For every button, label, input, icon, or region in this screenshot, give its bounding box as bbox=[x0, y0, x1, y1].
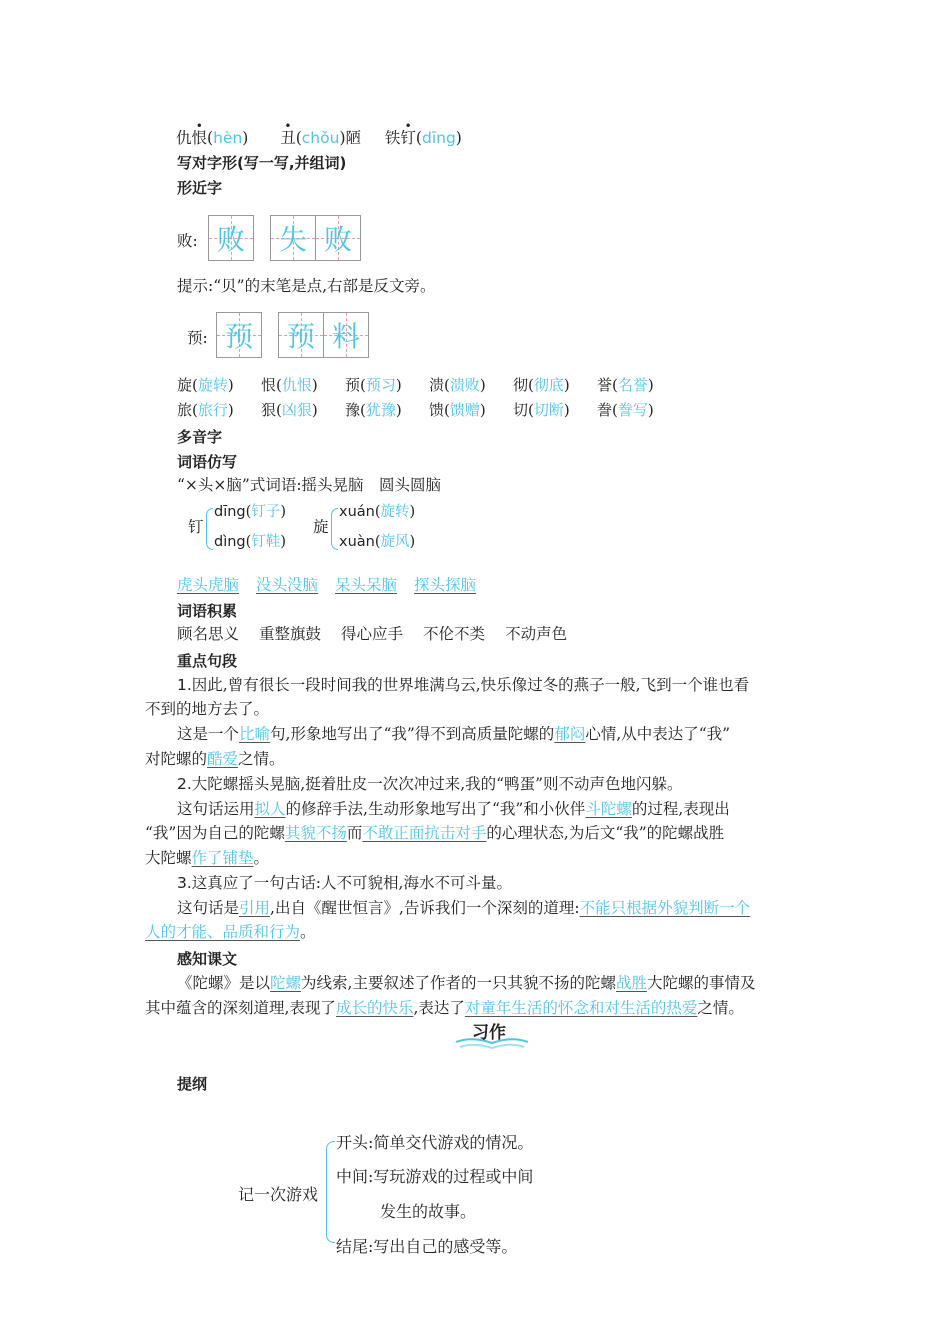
imitate-answers bbox=[177, 575, 476, 595]
heading-polyphone: 多音字 bbox=[177, 428, 223, 446]
sentence-3-analysis-cont: 人的才能、品质和行为。 bbox=[145, 923, 316, 941]
pinyin-answer: hèn bbox=[213, 129, 243, 147]
sentence-1: 1.因此,曾有很长一段时间我的世界堆满乌云,快乐像过冬的燕子一般,飞到一个谁也看 bbox=[177, 676, 750, 694]
pair-item: 旋(旋转) bbox=[177, 376, 234, 394]
pair-item: 馈(馈赠) bbox=[429, 401, 486, 419]
section-title: 习作 bbox=[472, 1023, 506, 1043]
sentence-1-cont: 不到的地方去了。 bbox=[145, 700, 270, 718]
dotted-char: • 钉 bbox=[400, 119, 416, 147]
poly2-item-1: xuán(旋转) bbox=[339, 504, 416, 520]
brace bbox=[331, 508, 338, 550]
imitate-line: “×头×脑”式词语:摇头晃脑 圆头圆脑 bbox=[177, 476, 442, 494]
grid1-label: 败: bbox=[177, 232, 198, 250]
pairs-row-1 bbox=[177, 375, 681, 395]
idioms-line: 顾名思义 重整旗鼓 得心应手 不伦不类 不动声色 bbox=[177, 625, 568, 643]
sentence-2: 2.大陀螺摇头晃脑,挺着肚皮一次次冲过来,我的“鸭蛋”则不动声色地闪躲。 bbox=[177, 775, 683, 793]
pairs-row-2 bbox=[177, 400, 681, 420]
sentence-2-analysis: 这句话运用拟人的修辞手法,生动形象地写出了“我”和小伙伴斗陀螺的过程,表现出 bbox=[177, 800, 730, 818]
imitate-answer: 没头没脑 bbox=[256, 576, 319, 594]
sentence-3-analysis: 这句话是引用,出自《醒世恒言》,告诉我们一个深刻的道理:不能只根据外貌判断一个 bbox=[177, 899, 751, 917]
grid-cell: 败 bbox=[315, 216, 360, 260]
pinyin-row: 仇 • 恨(hèn) • 丑(chǒu)陋 铁 • 钉(dīng) bbox=[176, 119, 462, 147]
grid-cell: 料 bbox=[323, 313, 368, 357]
pair-item: 彻(彻底) bbox=[513, 376, 570, 394]
sentence-1-analysis: 这是一个比喻句,形象地写出了“我”得不到高质量陀螺的郁闷心情,从中表达了“我” bbox=[177, 725, 731, 743]
pair-item: 豫(犹豫) bbox=[345, 401, 402, 419]
outline-middle-cont: 发生的故事。 bbox=[380, 1202, 477, 1221]
heading-perceive: 感知课文 bbox=[177, 950, 238, 968]
writing-grid bbox=[270, 215, 361, 261]
pair-item: 切(切断) bbox=[513, 401, 570, 419]
perceive-line-1: 《陀螺》是以陀螺为线索,主要叙述了作者的一只其貌不扬的陀螺战胜大陀螺的事情及 bbox=[177, 974, 756, 992]
imitate-answer: 探头探脑 bbox=[414, 576, 477, 594]
poly1-item-2: dìng(钉鞋) bbox=[214, 534, 286, 550]
pair-item: 狠(凶狠) bbox=[261, 401, 318, 419]
hint: 提示:“贝”的末笔是点,右部是反文旁。 bbox=[177, 277, 436, 295]
outline-root: 记一次游戏 bbox=[238, 1185, 319, 1204]
dotted-char: • 丑 bbox=[280, 119, 296, 147]
sentence-2-analysis-end: 大陀螺作了铺垫。 bbox=[145, 849, 270, 867]
writing-grid bbox=[278, 312, 369, 358]
heading-key: 重点句段 bbox=[177, 652, 238, 670]
pinyin-a-char: 仇 bbox=[176, 129, 192, 147]
grid-cell: 失 bbox=[271, 216, 315, 260]
imitate-answer: 虎头虎脑 bbox=[177, 576, 240, 594]
pair-item: 誉(名誉) bbox=[597, 376, 654, 394]
outline-end: 结尾:写出自己的感受等。 bbox=[336, 1237, 518, 1256]
imitate-answer: 呆头呆脑 bbox=[335, 576, 398, 594]
section-title-banner bbox=[452, 1018, 532, 1052]
grid-cell: 预 bbox=[279, 313, 323, 357]
dotted-char: • 恨 bbox=[191, 119, 208, 147]
pair-item: 恨(仇恨) bbox=[261, 376, 318, 394]
poly1-item-1: dīng(钉子) bbox=[214, 504, 286, 520]
pair-item: 旅(旅行) bbox=[177, 401, 234, 419]
brace bbox=[206, 508, 213, 550]
grid2-label: 预: bbox=[187, 329, 208, 347]
pinyin-answer: dīng bbox=[421, 129, 456, 147]
perceive-line-2: 其中蕴含的深刻道理,表现了成长的快乐,表达了对童年生活的怀念和对生活的热爱之情。 bbox=[145, 999, 744, 1017]
heading-imitate: 词语仿写 bbox=[177, 453, 238, 471]
heading-similar: 形近字 bbox=[177, 179, 223, 197]
sentence-1-analysis-cont: 对陀螺的酷爱之情。 bbox=[145, 750, 285, 768]
poly2-char: 旋 bbox=[313, 518, 329, 536]
writing-grid bbox=[208, 215, 254, 261]
pair-item: 誊(誊写) bbox=[597, 401, 654, 419]
sentence-2-analysis-cont: “我”因为自己的陀螺其貌不扬而不敢正面抗击对手的心理状态,为后文“我”的陀螺战胜 bbox=[145, 824, 725, 842]
grid-cell: 预 bbox=[217, 313, 261, 357]
writing-grid bbox=[216, 312, 262, 358]
outline-brace bbox=[326, 1141, 335, 1243]
grid-cell: 败 bbox=[209, 216, 253, 260]
outline-middle: 中间:写玩游戏的过程或中间 bbox=[336, 1167, 534, 1186]
heading-accumulate: 词语积累 bbox=[177, 602, 238, 620]
pair-item: 预(预习) bbox=[345, 376, 402, 394]
heading-outline: 提纲 bbox=[177, 1075, 208, 1093]
pinyin-answer: chǒu bbox=[301, 129, 340, 147]
poly1-char: 钉 bbox=[188, 518, 204, 536]
heading-write: 写对字形(写一写,并组词) bbox=[177, 154, 347, 172]
sentence-3: 3.这真应了一句古话:人不可貌相,海水不可斗量。 bbox=[177, 874, 512, 892]
pair-item: 溃(溃败) bbox=[429, 376, 486, 394]
outline-start: 开头:简单交代游戏的情况。 bbox=[336, 1133, 534, 1152]
poly2-item-2: xuàn(旋风) bbox=[339, 534, 416, 550]
